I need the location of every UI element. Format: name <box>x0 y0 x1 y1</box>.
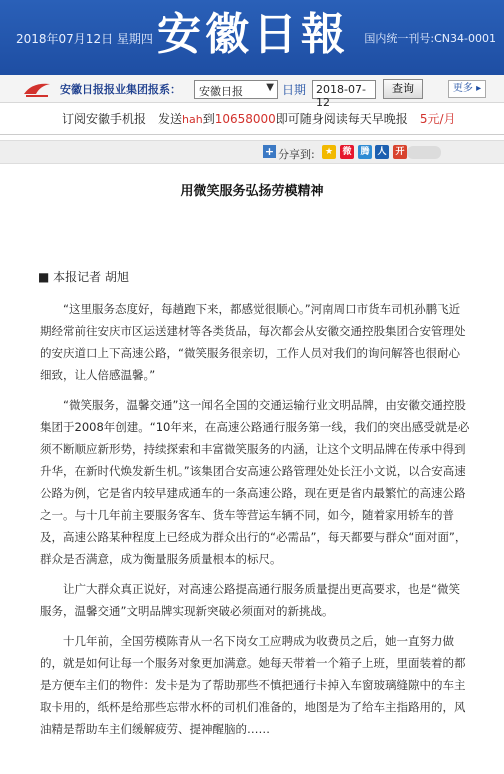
article-paragraph: 十几年前，全国劳模陈青从一名下岗女工应聘成为收费员之后，她一直努力做的，就是如何让每一个服务对象更加满意。她每天带着一个箱子上班，里面装着的都是方便车主们的物件：发卡是为了帮助那些不慎把通行卡掉入车窗玻璃缝隙中的车主取卡用的，纸杯是给那些忘带水杯的司机们准备的，地图是为了给车主指路用的，风油精是帮助车主们缓解疲劳、提神醒脑的…… <box>40 634 466 736</box>
article-byline: ■ 本报记者 胡旭 <box>38 270 129 284</box>
publication-number: 国内统一刊号:CN34-0001 <box>364 32 496 45</box>
paper-toolbar <box>0 75 504 109</box>
weibo-icon[interactable]: 微 <box>340 145 354 159</box>
mobile-subscription-promo <box>0 103 504 135</box>
date-label: 日期 <box>282 83 307 97</box>
article-headline: 用微笑服务弘扬劳模精神 <box>180 184 324 199</box>
article-paragraph: “微笑服务，温馨交通”这一闻名全国的交通运输行业文明品牌，由安徽交通控股集团于2008年创建。“10年来，在高速公路通行服务第一线，我们的突出感受就是必须不断顺应新形势，持续探索和丰富微笑服务的内涵，让这个文明品牌在传承中得到升华，在新时代焕发新生机。”该集团合安高速公路管理处处长汪小文说，以合安高速公路为例，它是省内较早建成通车的一条高速公路，现在更是省内最繁忙的高速公路之一。与十几年前主要服务客车、货车等营运车辆不同，如今，随着家用轿车的普及，高速公路某种程度上已经成为群众出行的“必需品”，每天都要与群众“面对面”，群众是否满意，成为衡量服务质量根本的标尺。 <box>40 398 470 566</box>
masthead-date: 2018年07月12日 星期四 <box>16 32 153 46</box>
date-field[interactable]: 2018-07-12 <box>312 80 376 99</box>
promo-number: 10658000 <box>214 112 276 126</box>
share-plus-icon[interactable]: + <box>264 145 275 158</box>
tencent-weibo-icon[interactable]: 腾 <box>358 145 372 159</box>
chevron-down-icon: ▼ <box>266 82 274 93</box>
more-button[interactable]: 更多 ▸ <box>448 80 486 98</box>
share-label: 分享到: <box>278 148 315 161</box>
share-count <box>407 146 441 159</box>
paper-select[interactable] <box>194 80 278 99</box>
promo-price: 5元/月 <box>419 112 456 126</box>
masthead <box>0 0 504 75</box>
promo-text-2: 到 <box>202 112 215 126</box>
newspaper-logo: 安徽日報 <box>157 9 349 60</box>
promo-text-3: 即可随身阅读每天早晚报 <box>275 112 420 126</box>
article-paragraph: 让广大群众真正说好，对高速公路提高通行服务质量提出更高要求，也是“微笑服务，温馨交通”文明品牌实现新突破必须面对的新挑战。 <box>40 582 460 618</box>
paper-select-value: 安徽日报 <box>199 85 243 98</box>
more-label: 更多 <box>452 83 473 94</box>
share-bar <box>0 140 504 164</box>
group-title: 安徽日报报业集团报系： <box>60 83 181 96</box>
renren-icon[interactable]: 人 <box>375 145 389 159</box>
qzone-icon[interactable]: ★ <box>322 145 336 159</box>
promo-text-1: 订阅安徽手机报 发送 <box>62 112 183 126</box>
query-button[interactable]: 查询 <box>383 79 423 99</box>
group-logo-icon <box>22 80 52 98</box>
promo-keyword: hah <box>182 113 203 126</box>
kaixin-icon[interactable]: 开 <box>393 145 407 159</box>
article-paragraph: “这里服务态度好，每趟跑下来，都感觉很顺心。”河南周口市货车司机孙鹏飞近期经常前往安庆市区运送建材等各类货品，每次都会从安徽交通控股集团合安管理处的安庆道口上下高速公路，“微笑服务很亲切，工作人员对我们的询问解答也很耐心细致，让人倍感温馨。” <box>40 302 466 382</box>
article-body <box>40 298 470 748</box>
